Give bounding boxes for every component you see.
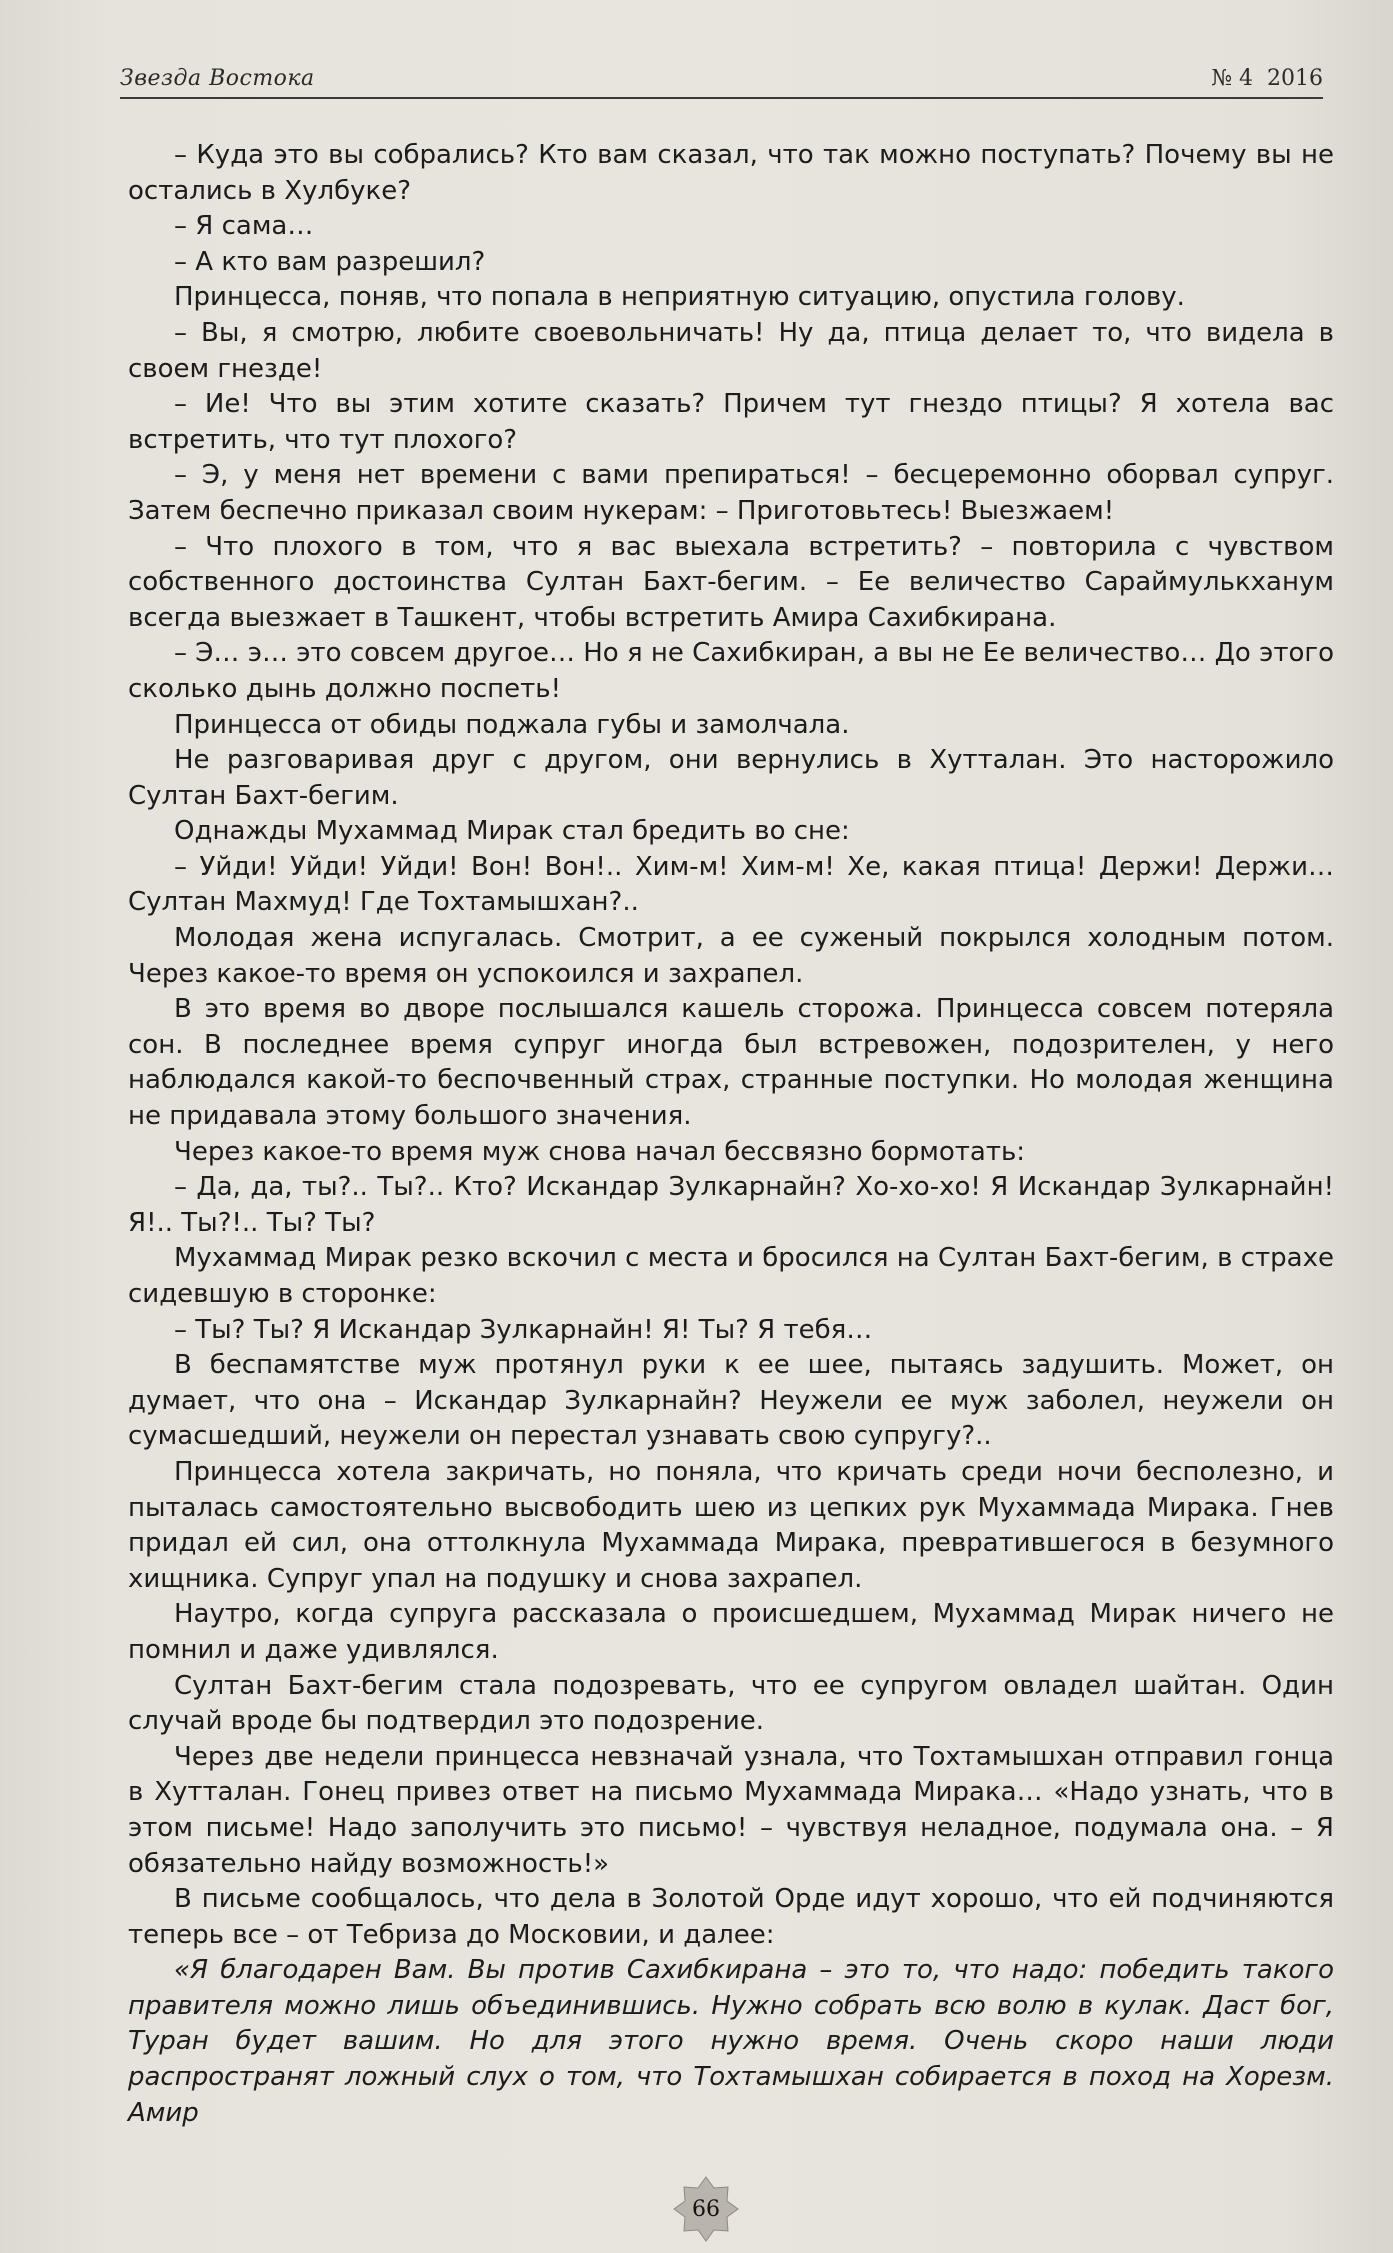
paragraph: В письме сообщалось, что дела в Золотой Орде идут хорошо, что ей подчиняются теперь все – от Тебриза до Московии, и далее: bbox=[128, 1884, 1334, 1950]
issue-info bbox=[1211, 66, 1323, 91]
paragraph: Не разговаривая друг с другом, они вернулись в Хутталан. Это насторожило Султан Бахт-бегим. bbox=[128, 745, 1334, 811]
paragraph: Принцесса, поняв, что попала в неприятную ситуацию, опустила голову. bbox=[174, 282, 1185, 313]
paragraph: Через какое-то время муж снова начал бессвязно бормотать: bbox=[174, 1136, 1026, 1167]
paragraph: Молодая жена испугалась. Смотрит, а ее суженый покрылся холодным потом. Через какое-то время он успокоился и захрапел. bbox=[128, 923, 1334, 989]
paragraph: Однажды Мухаммад Мирак стал бредить во сне: bbox=[174, 816, 850, 847]
paragraph: Принцесса от обиды поджала губы и замолчала. bbox=[174, 709, 850, 740]
paragraph: – Да, да, ты?.. Ты?.. Кто? Искандар Зулкарнайн? Хо-хо-хо! Я Искандар Зулкарнайн! Я!.. Ты?!.. Ты? Ты? bbox=[128, 1172, 1334, 1238]
paragraph: Мухаммад Мирак резко вскочил с места и бросился на Султан Бахт-бегим, в страхе сидевшую в сторонке: bbox=[128, 1243, 1334, 1309]
article-body bbox=[128, 138, 1334, 2131]
issue-number: № 4 bbox=[1211, 66, 1253, 91]
paragraph: В это время во дворе послышался кашель сторожа. Принцесса совсем потеряла сон. В последнее время супруг иногда был встревожен, подозрителен, у него наблюдался какой-то беспочвенный страх, странные поступки. Но молодая женщина не придавала этому большого значения. bbox=[128, 994, 1334, 1132]
paragraph: – Куда это вы собрались? Кто вам сказал, что так можно поступать? Почему вы не остались в Хулбуке? bbox=[128, 140, 1334, 206]
paragraph: – А кто вам разрешил? bbox=[174, 246, 486, 277]
paragraph: – Ты? Ты? Я Искандар Зулкарнайн! Я! Ты? Я тебя… bbox=[174, 1314, 873, 1345]
paragraph: – Уйди! Уйди! Уйди! Вон! Вон!.. Хим-м! Хим-м! Хе, какая птица! Держи! Держи… Султан Махмуд! Где Тохтамышхан?.. bbox=[128, 851, 1334, 918]
paragraph: Принцесса хотела закричать, но поняла, что кричать среди ночи бесполезно, и пыталась самостоятельно высвободить шею из цепких рук Мухаммада Мирака. Гнев придал ей сил, она оттолкнула Мухаммада Мирака, превратившегося в безумного хищника. Супруг упал на подушку и снова захрапел. bbox=[128, 1456, 1334, 1594]
journal-title: Звезда Востока bbox=[120, 66, 315, 91]
paragraph: В беспамятстве муж протянул руки к ее шее, пытаясь задушить. Может, он думает, что она – Искандар Зулкарнайн? Неужели ее муж заболел, неужели он сумасшедший, неужели он перестал узнавать свою супругу?.. bbox=[128, 1350, 1334, 1452]
paragraph: – Ие! Что вы этим хотите сказать? Причем тут гнездо птицы? Я хотела вас встретить, что тут плохого? bbox=[128, 389, 1334, 455]
paragraph: – Что плохого в том, что я вас выехала встретить? – повторила с чувством собственного достоинства Султан Бахт-бегим. – Ее величество Сараймулькханум всегда выезжает в Ташкент, чтобы встретить Амира Сахибкирана. bbox=[128, 531, 1334, 633]
paragraph: – Э… э… это совсем другое… Но я не Сахибкиран, а вы не Ее величество… До этого сколько дынь должно поспеть! bbox=[128, 638, 1334, 704]
paragraph: – Вы, я смотрю, любите своевольничать! Ну да, птица делает то, что видела в своем гнезде! bbox=[128, 317, 1334, 384]
paragraph: – Я сама… bbox=[174, 211, 314, 242]
issue-year: 2016 bbox=[1267, 66, 1323, 91]
paragraph: Наутро, когда супруга рассказала о происшедшем, Мухаммад Мирак ничего не помнил и даже удивлялся. bbox=[128, 1599, 1334, 1665]
letter-quote: «Я благодарен Вам. Вы против Сахибкирана – это то, что надо: победить такого правителя можно лишь объединившись. Нужно собрать всю волю в кулак. Даст бог, Туран будет вашим. Но для этого нужно время. Очень скоро наши люди распространят ложный слух о том, что Тохтамышхан собирается в поход на Хорезм. Амир bbox=[128, 1955, 1334, 2128]
page-number-badge bbox=[673, 2176, 739, 2242]
paragraph: – Э, у меня нет времени с вами препираться! – бесцеремонно оборвал супруг. Затем беспечно приказал своим нукерам: – Приготовьтесь! Выезжаем! bbox=[128, 460, 1334, 526]
running-header bbox=[120, 66, 1323, 99]
paragraph: Султан Бахт-бегим стала подозревать, что ее супругом овладел шайтан. Один случай вроде бы подтвердил это подозрение. bbox=[128, 1670, 1334, 1737]
paragraph: Через две недели принцесса невзначай узнала, что Тохтамышхан отправил гонца в Хутталан. Гонец привез ответ на письмо Мухаммада Мирака… «Надо узнать, что в этом письме! Надо заполучить это письмо! – чувствуя неладное, подумала она. – Я обязательно найду возможность!» bbox=[128, 1741, 1334, 1879]
page-number: 66 bbox=[692, 2196, 720, 2222]
